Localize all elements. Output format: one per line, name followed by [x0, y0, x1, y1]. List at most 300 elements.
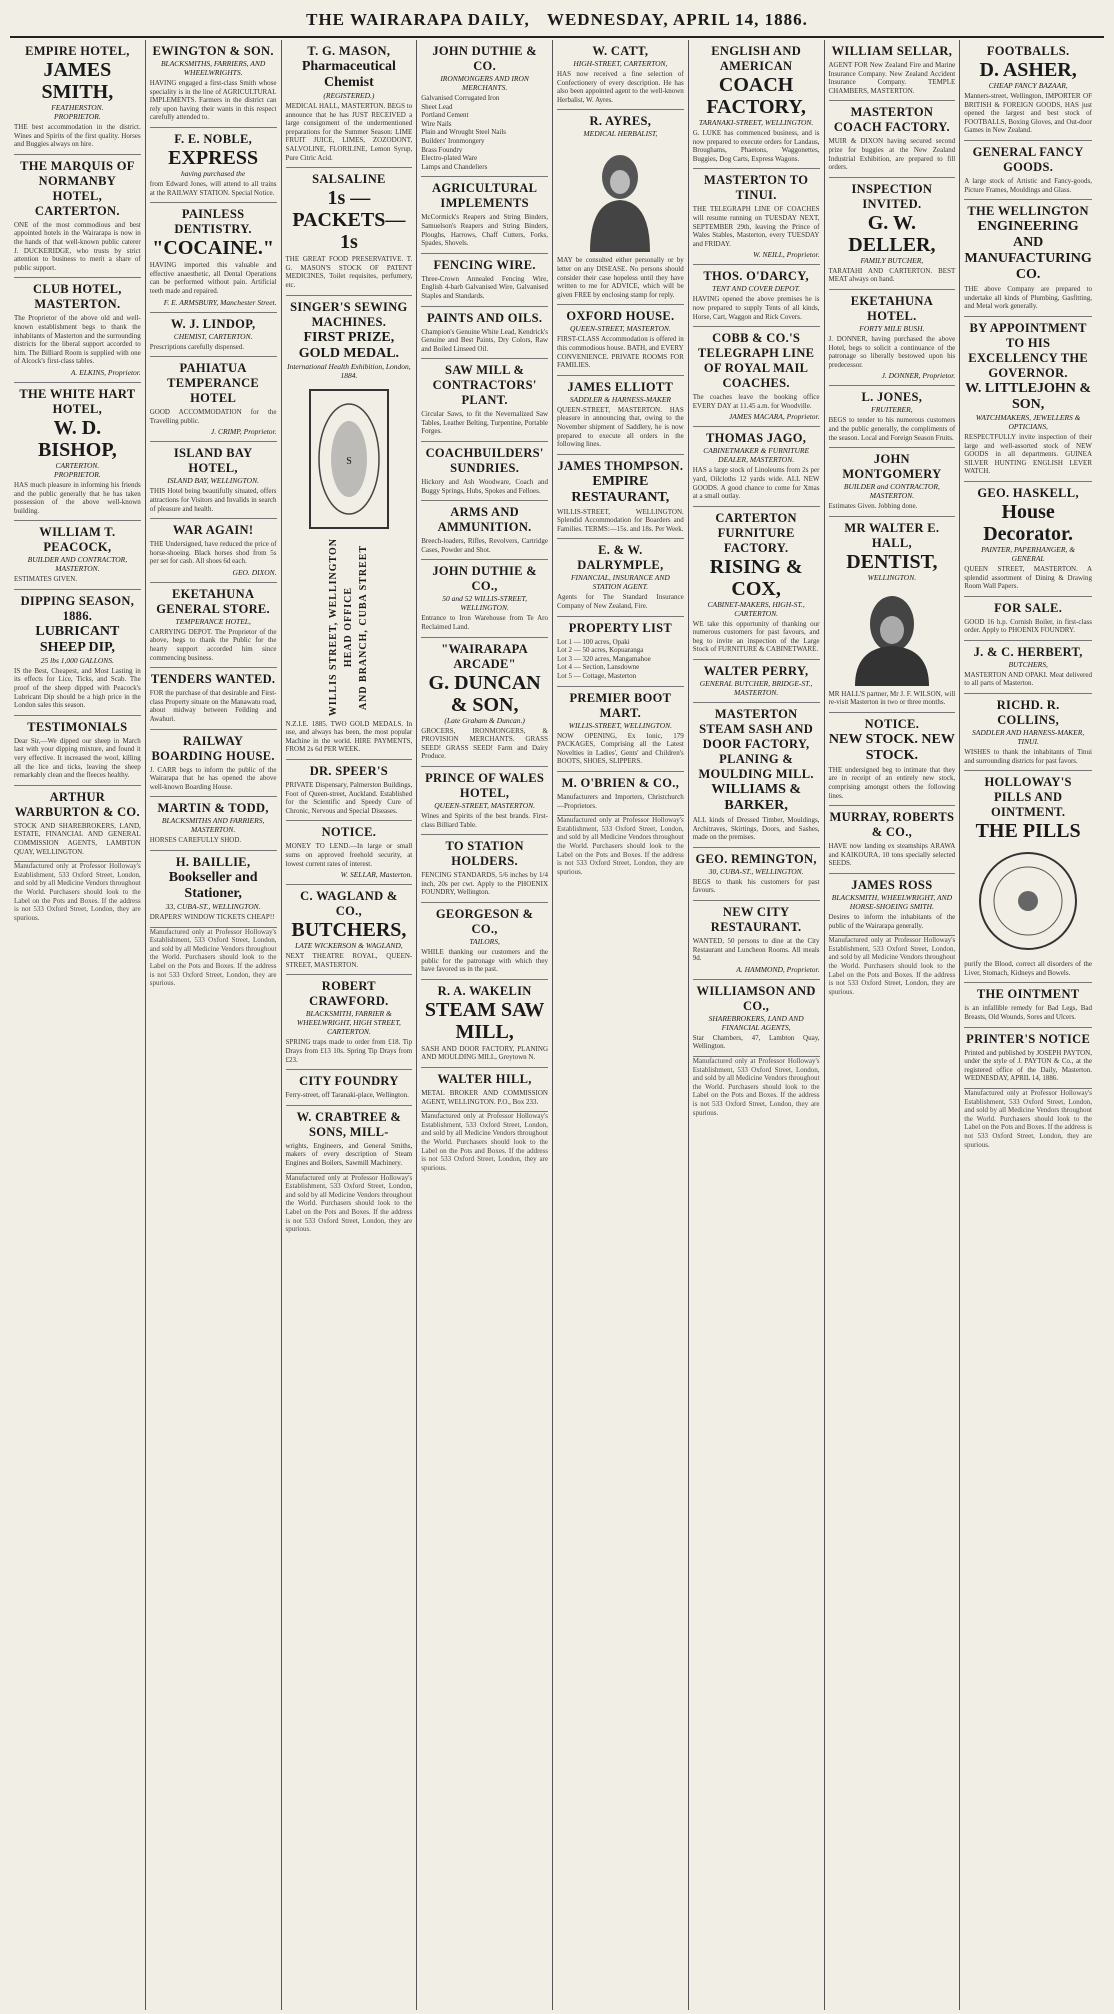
advertisement: [964, 983, 1092, 1027]
ad-heading: PAINTS AND OILS.: [426, 310, 543, 325]
ad-heading: JAMES ELLIOTT: [567, 379, 674, 394]
ad-body: GROCERS, IRONMONGERS, & PROVISION MERCHANTS. GRASS SEED! GRASS SEED! Farm and Dairy Produce.: [421, 726, 548, 761]
ad-body: MEDICAL HALL, MASTERTON. BEGS to announce that he has JUST RECEIVED a large consignment of the undermentioned preparations for the Summer Season: LIME FRUIT JUICE, LIMES, ZOZODONT, SALVOLINE, FLORILINE, Lemon Syrup, Pure Citric Acid.: [285, 102, 413, 162]
ad-heading: GEO. REMINGTON,: [695, 851, 817, 866]
ad-subheading: 50 and 52 WILLIS-STREET, WELLINGTON.: [442, 594, 528, 613]
ad-name: LUBRICANT SHEEP DIP,: [35, 623, 120, 655]
ad-body: THIS Hotel being beautifully situated, offers attractions for Visitors and Invalids in search of pleasure and health.: [149, 487, 277, 513]
ad-name: EMPIRE RESTAURANT,: [571, 473, 670, 505]
advertisement: [286, 760, 413, 821]
ad-signature: J. CRIMP, Proprietor.: [210, 427, 277, 437]
ad-body: G. LUKE has commenced business, and is now prepared to execute orders for Landaus, Broughams, Phaetons, Waggonettes, Buggies, Dog Carts, Express Wagons.: [692, 129, 820, 163]
ad-subheading: having purchased the: [180, 168, 246, 178]
advertisement: [150, 40, 277, 128]
ad-subheading: FRUITERER,: [871, 405, 913, 415]
ad-heading: M. O'BRIEN & CO.,: [561, 776, 680, 790]
ad-heading: R. A. WAKELIN: [437, 983, 532, 998]
ad-subheading: WATCHMAKERS, JEWELLERS & OPTICIANS,: [975, 412, 1081, 431]
ad-heading: THOMAS JAGO,: [706, 431, 807, 446]
ad-heading: ARMS AND AMMUNITION.: [437, 505, 532, 535]
ad-heading: JAMES ROSS: [851, 878, 933, 893]
ad-signature: A. ELKINS, Proprietor.: [70, 367, 141, 377]
newspaper-page: [10, 0, 1104, 2014]
ad-body: The coaches leave the booking office EVERY DAY at 11.45 a.m. for Woodville.: [692, 393, 820, 410]
ad-body: BEGS to tender to his numerous customers and the public generally, the compliments of the season. Local and Foreign Season Fruits.: [828, 416, 956, 442]
ad-body: HAS much pleasure in informing his friends and the public generally that he has taken possession of the above well-known building.: [14, 480, 141, 515]
ad-body: PRIVATE Dispensary, Palmerston Buildings, Foot of Queen-street, Auckland. Established for the Scientific and Speedy Cure of Chronic, Nervous and Special Diseases.: [285, 781, 413, 815]
ad-heading: NOTICE.: [864, 716, 920, 731]
banner-text: AND BRANCH, CUBA STREET: [358, 543, 370, 710]
ad-subheading: BUILDER and CONTRACTOR, MASTERTON.: [843, 482, 940, 501]
column-8: [960, 40, 1096, 2010]
ad-subheading: WILLIS-STREET, WELLINGTON.: [568, 720, 673, 730]
column-filler-text: Manufactured only at Professor Holloway's Establishment, 533 Oxford Street, London, and sold by all Medicine Vendors throughout the World. Purchasers should look to the Label on the Pots and Boxes. If the address is not 533 Oxford Street, London, they are spurious.: [828, 936, 956, 996]
ad-body: WISHES to thank the inhabitants of Tinui and surrounding districts for past favors.: [964, 748, 1092, 765]
advertisement: [14, 40, 141, 155]
advertisement: [964, 641, 1092, 694]
ad-body: TARATAHI AND CARTERTON. BEST MEAT always on hand.: [828, 266, 956, 284]
ad-heading: W. CATT,: [592, 44, 649, 58]
ad-body: HAVING engaged a first-class Smith whose speciality is in the line of AGRICULTURAL IMPLEMENTS. Farmers in the district can rely upon having their wants in this respect carefully attended to.: [149, 79, 277, 122]
ad-role: PROPRIETOR.: [54, 469, 101, 479]
column-1: [10, 40, 146, 2010]
ad-name: ENGINEERING AND MANUFACTURING CO.: [964, 219, 1092, 283]
ad-heading: FOOTBALLS.: [986, 44, 1070, 58]
ad-body: from Edward Jones, will attend to all trains at the RAILWAY STATION. Special Notice.: [149, 179, 277, 197]
ad-body: WHILE thanking our customers and the public for the patronage with which they have favored us in the past.: [421, 947, 548, 974]
ad-subheading: ISLAND BAY, WELLINGTON.: [167, 476, 259, 486]
ad-subheading: SHAREBROKERS, LAND AND FINANCIAL AGENTS,: [708, 1013, 804, 1032]
column-2: [146, 40, 282, 2010]
ad-heading: W. J. LINDOP,: [170, 316, 256, 331]
advertisement: [286, 168, 413, 295]
ad-subheading: (Late Graham & Duncan.): [444, 715, 525, 725]
ad-subheading: MEDICAL HERBALIST,: [583, 129, 658, 139]
ad-subheading: IRONMONGERS AND IRON MERCHANTS.: [440, 74, 529, 92]
advertisement: [14, 155, 141, 279]
advertisement: [286, 885, 413, 975]
advertisement: [14, 521, 141, 590]
ad-signature: J. DONNER, Proprietor.: [881, 371, 956, 381]
ad-heading: HOLLOWAY'S PILLS AND OINTMENT.: [984, 775, 1072, 820]
ad-heading: ROBERT CRAWFORD.: [309, 979, 389, 1009]
ad-body: NEXT THEATRE ROYAL, QUEEN-STREET, MASTERTON.: [285, 952, 413, 969]
advertisement: [829, 101, 956, 177]
ad-heading: WILLIAMSON AND CO.,: [696, 983, 816, 1013]
ad-name: G. DUNCAN & SON,: [428, 671, 541, 716]
ad-heading: EWINGTON & SON.: [152, 44, 274, 58]
ad-heading: CLUB HOTEL, MASTERTON.: [33, 282, 122, 312]
ad-illustration: [829, 586, 956, 686]
ad-heading: R. AYRES,: [589, 114, 652, 129]
ad-body: QUEEN-STREET, MASTERTON. HAS pleasure in announcing that, owing to the November shipment of Saddlery, he is now prepared to execute all orders in the following lines.: [557, 405, 684, 449]
ad-heading: CITY FOUNDRY: [299, 1074, 399, 1089]
ad-heading: WALTER HILL,: [437, 1071, 532, 1086]
ad-subheading: BLACKSMITH, FARRIER & WHEELWRIGHT, HIGH STREET, CARTERTON.: [296, 1009, 401, 1037]
advertisement: [14, 383, 141, 521]
ad-illustration: [964, 846, 1092, 956]
advertisement: [150, 313, 277, 358]
ad-subheading: CHEMIST, CARTERTON.: [173, 331, 253, 341]
advertisement: [421, 767, 548, 835]
ad-heading: NEW CITY RESTAURANT.: [710, 905, 802, 935]
ad-heading: MURRAY, ROBERTS & CO.,: [829, 810, 955, 840]
advertisement: [557, 305, 684, 375]
advertisement: [557, 40, 684, 110]
ad-subheading: WELLINGTON.: [867, 572, 917, 582]
ad-name: DENTIST,: [846, 550, 938, 573]
list-item: Lot 2 — 50 acres, Kopuaranga: [557, 646, 644, 655]
ad-body: BEGS to thank his customers for past favours.: [692, 877, 820, 895]
ad-body: wrights, Engineers, and General Smiths, makers of every description of Steam Engines and Boilers, Sawmill Machinery.: [285, 1141, 413, 1167]
column-3: [282, 40, 418, 2010]
ad-body: MONEY TO LEND.—In large or small sums on approved freehold security, at lowest current rates of interest.: [285, 842, 413, 868]
ad-heading: FENCING WIRE.: [433, 257, 536, 272]
ad-subheading: (REGISTERED.): [323, 91, 375, 100]
ad-subheading: BUTCHERS,: [1008, 659, 1048, 669]
ad-heading: NOTICE.: [321, 825, 377, 840]
ad-heading: RAILWAY BOARDING HOUSE.: [151, 733, 275, 763]
ad-name: "COCAINE.": [152, 237, 274, 260]
ad-body: THE above Company are prepared to undertake all kinds of Plumbing, Gasfitting, and Metal work generally.: [964, 285, 1092, 311]
ad-subheading: SADDLER AND HARNESS-MAKER, TINUI.: [972, 728, 1085, 747]
ad-body: HAVING imported this valuable and effective anaesthetic, all Dental Operations can be performed without pain. Artificial teeth made and repaired.: [149, 261, 277, 295]
ad-heading: MASTERTON COACH FACTORY.: [833, 105, 950, 135]
advertisement: [286, 975, 413, 1070]
ad-body: CARRYING DEPOT. The Proprietor of the above, begs to thank the Public for the hearty support accorded him since commencing business.: [149, 627, 277, 662]
ad-heading: WAR AGAIN!: [172, 523, 254, 538]
ad-heading: GEORGESON & CO.,: [435, 906, 534, 936]
ad-heading: T. G. MASON,: [307, 44, 391, 58]
ad-body: FIRST-CLASS Accommodation is offered in this commodious house. BATH, and EVERY CONVENIENCE. PRIVATE ROOMS FOR FAMILIES.: [557, 335, 684, 370]
column-filler-text: Manufactured only at Professor Holloway's Establishment, 533 Oxford Street, London, and sold by all Medicine Vendors throughout the World. Purchasers should look to the Label on the Pots and Boxes. If the address is not 533 Oxford Street, London, they are spurious.: [421, 1112, 548, 1172]
ad-body: THE best accommodation in the district. Wines and Spirits of the first quality. Horses and Buggies always on hire.: [14, 123, 141, 149]
ad-name: STEAM SAW MILL,: [424, 998, 545, 1043]
advertisement: [557, 772, 684, 816]
ad-signature: F. E. ARMSBURY, Manchester Street.: [163, 297, 277, 307]
ad-heading: AGRICULTURAL IMPLEMENTS: [432, 181, 538, 211]
ad-body: HAVING opened the above premises he is now prepared to supply Tents of all kinds, Horse, Cart, Waggon and Rick Covers.: [692, 295, 820, 321]
ad-subheading: BLACKSMITH, WHEELWRIGHT, AND HORSE-SHOEING SMITH.: [831, 893, 953, 912]
advertisement: [557, 687, 684, 772]
advertisement: [557, 110, 684, 305]
ad-body: Agents for The Standard Insurance Company of New Zealand, Fire.: [557, 593, 684, 611]
advertisement: [693, 327, 820, 427]
advertisement: [421, 980, 548, 1068]
advertisement: [829, 40, 956, 101]
ad-body: HORSES CAREFULLY SHOD.: [149, 836, 242, 845]
list-item: Lot 5 — Cottage, Masterton: [557, 672, 637, 681]
ad-body: AGENT FOR New Zealand Fire and Marine Insurance Company. New Zealand Accident Insurance Company. TEMPLE CHAMBERS, MASTERTON.: [828, 61, 956, 95]
ad-body: Breech-loaders, Rifles, Revolvers, Cartridge Cases, Powder and Shot.: [421, 537, 548, 554]
advertisement: [829, 713, 956, 806]
advertisement: [150, 203, 277, 312]
ad-body: QUEEN STREET, MASTERTON. A splendid assortment of Dining & Drawing Room Wall Papers.: [964, 564, 1092, 591]
list-item: Lot 3 — 320 acres, Mangamahoe: [557, 654, 651, 663]
ad-heading: MR WALTER E. HALL,: [844, 520, 940, 550]
list-item: Lot 4 — Section, Lansdowne: [557, 663, 640, 672]
ad-body: THE GREAT FOOD PRESERVATIVE. T. G. MASON'S STOCK OF PATENT MEDICINES, Toilet requisites, perfumery, etc.: [285, 255, 413, 289]
ad-body: MAY be consulted either personally or by letter on any DISEASE. No persons should consider their case hopeless until they have written to me for ADVICE, which will be given FREE by enclosing stamp for reply.: [557, 256, 684, 299]
ad-name: JAMES SMITH,: [41, 59, 114, 103]
ad-body: MUIR & DIXON having secured second prize for buggies at the New Zealand Industrial Exhibition, are prepared to fill orders.: [828, 137, 956, 172]
ad-heading: C. WAGLAND & CO.,: [300, 889, 398, 919]
advertisement: [829, 448, 956, 517]
masthead-paper: THE WAIRARAPA DAILY,: [306, 10, 530, 29]
ad-body: THE undersigned beg to intimate that they are in receipt of an entirely new stock, comprising amongst others the following lines.: [828, 765, 956, 800]
ad-subheading: CARTERTON.: [55, 460, 100, 470]
ad-body: purify the Blood, correct all disorders of the Liver, Stomach, Kidneys and Bowels.: [964, 960, 1092, 977]
ad-heading: TESTIMONIALS: [27, 719, 128, 734]
ad-body: The Proprietor of the above old and well-known establishment begs to thank the inhabitants of Masterton and the surrounding districts for the liberal support accorded to him. The Billiard Room is supplied with one of Alcock's first-class tables.: [14, 314, 141, 366]
ad-body: Champion's Genuine White Lead, Kendrick's Genuine and Best Paints, Dry Colors, Raw and Boiled Linseed Oil.: [421, 327, 548, 353]
ad-body: McCormick's Reapers and String Binders, Samuelson's Reapers and String Binders, Ploughs, Harrows, Chaff Cutters, Forks, Spades, Shovels.: [421, 213, 548, 248]
ad-subheading: 33, CUBA-ST., WELLINGTON.: [165, 902, 261, 911]
advertisement: [14, 786, 141, 862]
ad-body: GOOD 16 h.p. Cornish Boiler, in first-class order. Apply to PHOENIX FOUNDRY.: [964, 617, 1092, 635]
ad-signature: W. SELLAR, Masterton.: [340, 870, 413, 880]
ad-heading: ENGLISH AND AMERICAN: [711, 44, 802, 73]
advertisement: [286, 1106, 413, 1174]
banner-text: WILLIS STREET, WELLINGTON: [328, 537, 340, 716]
list-item: Wire Nails: [421, 119, 452, 128]
ad-body: N.Z.I.E. 1885. TWO GOLD MEDALS. In use, and always has been, the most popular Machine in the world. HIRE PAYMENTS, FROM 2s 6d PER WEEK.: [285, 719, 413, 754]
advertisement: [829, 874, 956, 936]
list-item: Lot 1 — 100 acres, Opaki: [557, 637, 630, 646]
advertisement: [693, 265, 820, 327]
ad-heading: THE WHITE HART HOTEL,: [19, 386, 136, 416]
ad-body: THE Undersigned, have reduced the price of horse-shoeing. Black horses shod from 5s per set for cash. All shoes 6d each.: [149, 540, 277, 566]
ad-body: STOCK AND SHAREBROKERS, LAND, ESTATE, FINANCIAL AND GENERAL COMMISSION AGENTS, LAMBTON QUAY, WELLINGTON.: [14, 821, 141, 856]
advertisement: [150, 128, 277, 203]
ad-subheading: TARANAKI-STREET, WELLINGTON.: [698, 118, 814, 127]
ad-body: Desires to inform the inhabitants of the public of the Wairarapa generally.: [828, 913, 956, 930]
ad-heading: EKETAHUNA HOTEL.: [850, 293, 934, 323]
ad-heading: INSPECTION INVITED.: [851, 181, 933, 211]
ad-heading: JOHN MONTGOMERY: [842, 452, 942, 482]
ad-body: Dear Sir,—We dipped our sheep in March last with your dipping mixture, and found it very effective. It increased the wool, killing all the lice and ticks, leaving the sheep remarkably clean and the fleeces healthy.: [14, 736, 141, 780]
ad-body: MASTERTON AND OPAKI. Meat delivered to all parts of Masterton.: [964, 670, 1092, 688]
ad-body: FOR the purchase of that desirable and First-class Property situate on the Manawatu road, about midway between Feilding and Awahuri.: [149, 689, 277, 724]
column-filler-text: Manufactured only at Professor Holloway's Establishment, 533 Oxford Street, London, and sold by all Medicine Vendors throughout the World. Purchasers should look to the Label on the Pots and Boxes. If the address is not 533 Oxford Street, London, they are spurious.: [692, 1057, 820, 1117]
ad-body: Manners-street, Wellington, IMPORTER OF BRITISH & FOREIGN GOODS, HAS just opened the largest and best stock of FOOTBALLS, Boxing Gloves, and Out-door Games in New Zealand.: [964, 92, 1092, 135]
ad-heading: FOR SALE.: [994, 600, 1063, 615]
ad-heading: PROPERTY LIST: [568, 620, 673, 635]
ad-heading: ISLAND BAY HOTEL,: [173, 446, 253, 476]
ad-heading: RICHD. R. COLLINS,: [996, 698, 1060, 728]
ad-illustration: [557, 142, 684, 252]
ad-subheading: FINANCIAL, INSURANCE AND STATION AGENT.: [570, 573, 670, 592]
advertisement: [421, 501, 548, 560]
ad-subheading: BLACKSMITHS AND FARRIERS, MASTERTON.: [161, 816, 265, 835]
ad-subheading: FAMILY BUTCHER,: [860, 255, 924, 265]
ad-name: W. LITTLEJOHN & SON,: [965, 380, 1092, 412]
advertisement: [829, 290, 956, 386]
advertisement: [421, 1068, 548, 1112]
ad-heading: OXFORD HOUSE.: [566, 309, 675, 324]
advertisement: [421, 307, 548, 360]
ad-name: RISING & COX,: [709, 555, 803, 600]
ad-body: RESPECTFULLY invite inspection of their large and well-assorted stock of NEW GOODS in all departments. GUINEA SILVER HUNTING ENGLISH LEVER WATCH.: [964, 432, 1092, 476]
advertisement: [150, 851, 277, 928]
ad-heading: JOHN DUTHIE & CO.,: [432, 564, 537, 594]
ad-heading: ARTHUR WARBURTON & CO.: [14, 789, 140, 819]
ad-heading: DIPPING SEASON, 1886.: [20, 593, 135, 623]
advertisement: [421, 638, 548, 767]
advertisement: [421, 835, 548, 903]
advertisement: [557, 376, 684, 455]
ad-subheading: GENERAL BUTCHER, BRIDGE-ST., MASTERTON.: [699, 679, 813, 698]
ad-subheading: TAILORS,: [469, 936, 500, 946]
ad-role: PROPRIETOR.: [54, 112, 101, 121]
ad-body: METAL BROKER AND COMMISSION AGENT, WELLINGTON. P.O., Box 233.: [421, 1088, 548, 1106]
ad-body: ESTIMATES GIVEN.: [14, 575, 77, 584]
advertisement: [557, 617, 684, 687]
ad-heading: SINGER'S SEWING MACHINES.: [290, 299, 408, 329]
advertisement: [557, 539, 684, 616]
ad-heading: W. CRABTREE & SONS, MILL-: [296, 1109, 402, 1139]
banner-text: HEAD OFFICE: [343, 586, 355, 667]
list-item: Brass Foundry: [421, 145, 463, 154]
ad-body: WE take this opportunity of thanking our numerous customers for past favours, and beg to invite an inspection of the Large Stock of FURNITURE & CABINETWARE.: [692, 619, 820, 654]
ad-heading: THE OINTMENT: [976, 987, 1080, 1002]
advertisement: [829, 178, 956, 290]
ad-heading: WILLIAM T. PEACOCK,: [39, 525, 116, 555]
ad-heading: GEO. HASKELL,: [977, 485, 1079, 500]
ad-body: A large stock of Artistic and Fancy-goods, Picture Frames, Mouldings and Glass.: [964, 176, 1092, 194]
advertisement: [693, 660, 820, 703]
ad-heading: TO STATION HOLDERS.: [445, 839, 524, 869]
column-filler-text: Manufactured only at Professor Holloway's Establishment, 533 Oxford Street, London, and sold by all Medicine Vendors throughout the World. Purchasers should look to the Label on the Pots and Boxes. If the address is not 533 Oxford Street, London, they are spurious.: [964, 1089, 1092, 1149]
ad-name: EXPRESS: [168, 146, 259, 169]
advertisement: [150, 583, 277, 668]
ad-subheading: 30, CUBA-ST., WELLINGTON.: [708, 866, 804, 876]
ad-body: Prescriptions carefully dispensed.: [149, 342, 245, 351]
ad-name: G. W. DELLER,: [848, 211, 936, 256]
list-item: Galvanised Corrugated Iron: [421, 94, 500, 102]
advertisement: [150, 730, 277, 798]
advertisement: [14, 590, 141, 716]
advertisement: [964, 482, 1092, 597]
ad-body: MR HALL'S partner, Mr J. F. WILSON, will re-visit Masterton in two or three months.: [828, 689, 956, 707]
ad-heading: CARTERTON FURNITURE FACTORY.: [715, 510, 797, 555]
ad-vertical-banner: [286, 538, 413, 716]
list-item: Portland Cement: [421, 111, 469, 120]
advertisement: [964, 141, 1092, 200]
ad-name: W. D. BISHOP,: [38, 416, 117, 461]
ad-heading: PREMIER BOOT MART.: [569, 690, 672, 720]
ad-name: NEW STOCK. NEW STOCK.: [828, 731, 955, 763]
ad-name: 1s —PACKETS— 1s: [292, 187, 406, 254]
ad-body: DRAPERS' WINDOW TICKETS CHEAP!!: [149, 913, 275, 921]
ad-illustration: [286, 384, 413, 534]
advertisement: [421, 903, 548, 980]
ad-heading: SAW MILL & CONTRACTORS' PLANT.: [432, 363, 537, 408]
masthead: [10, 0, 1104, 38]
ad-heading: THE WELLINGTON: [967, 204, 1089, 219]
ad-body: WANTED, 50 persons to dine at the City Restaurant and Luncheon Rooms. All meals 9d.: [692, 937, 820, 963]
columns: [10, 40, 1104, 2010]
ad-name: WILLIAMS & BARKER,: [711, 782, 802, 814]
column-filler-text: Manufactured only at Professor Holloway's Establishment, 533 Oxford Street, London, and sold by all Medicine Vendors throughout the World. Purchasers should look to the Label on the Pots and Boxes. If the address is not 533 Oxford Street, London, they are spurious.: [557, 816, 684, 876]
ad-subheading: QUEEN-STREET, MASTERTON.: [569, 324, 671, 334]
ad-heading: F. E. NOBLE,: [174, 131, 253, 146]
ad-body: ONE of the most commodious and best appointed hotels in the Wairarapa is now in the hands of that well-known public caterer J. DUCKERIDGE, who trusts by strict attention to business to merit a share of public support.: [14, 220, 141, 272]
list-item: Electro-plated Ware: [421, 154, 478, 163]
ad-body: Three-Crown Annealed Fencing Wire, English 4-barb Galvanised Wire, Galvanised Staples and Standards.: [421, 274, 548, 300]
ad-list: [557, 638, 684, 681]
ad-body: IS the Best, Cheapest, and Most Lasting in its effects for Lice, Ticks, and Scab. The proof of the sheep dipped with Peacock's Lubricant Dip should be a high price in the London sales this season.: [14, 666, 141, 710]
advertisement: [693, 703, 820, 848]
advertisement: [829, 517, 956, 713]
advertisement: [421, 40, 548, 177]
ad-body: GOOD ACCOMMODATION for the Travelling public.: [149, 408, 277, 425]
advertisement: [964, 200, 1092, 317]
ad-body: Wines and Spirits of the best brands. First-class Billiard Table.: [421, 812, 548, 829]
ad-body: Star Chambers, 47, Lambton Quay, Wellington.: [692, 1033, 820, 1051]
ad-heading: PRINTER'S NOTICE: [966, 1031, 1091, 1046]
advertisement: [286, 296, 413, 761]
ad-subheading: TEMPERANCE HOTEL,: [175, 616, 251, 626]
ad-heading: TENDERS WANTED.: [150, 672, 276, 687]
advertisement: [693, 901, 820, 980]
advertisement: [14, 278, 141, 383]
ad-signature: GEO. DIXON.: [232, 567, 277, 577]
ad-heading: PAINLESS DENTISTRY.: [174, 207, 252, 237]
ad-body: J. CARR begs to inform the public of the Wairarapa that he has opened the above well-known Boarding House.: [149, 765, 277, 791]
ad-body: Printed and published by JOSEPH PAYTON, under the style of J. PAYTON & Co., at the registered office of the Daily, Masterton. WEDNESDAY, APRIL 14, 1886.: [964, 1048, 1092, 1083]
advertisement: [421, 254, 548, 307]
ad-heading: MARTIN & TODD,: [157, 801, 269, 816]
ad-subheading: TENT AND COVER DEPOT.: [712, 284, 801, 294]
ad-list: [421, 94, 548, 171]
ad-body: Entrance to Iron Warehouse from Te Aro Reclaimed Land.: [421, 614, 548, 632]
advertisement: [421, 359, 548, 442]
advertisement: [150, 442, 277, 519]
ad-heading: COACHBUILDERS' SUNDRIES.: [425, 446, 544, 476]
ad-name: FIRST PRIZE, GOLD MEDAL.: [298, 329, 400, 361]
ad-heading: J. & C. HERBERT,: [973, 644, 1083, 659]
advertisement: [286, 1070, 413, 1106]
ad-heading: E. & W. DALRYMPLE,: [577, 543, 664, 573]
ad-heading: MASTERTON TO TINUI.: [704, 173, 809, 203]
ad-body: Manufacturers and Importers, Christchurch—Proprietors.: [557, 793, 684, 810]
column-4: [417, 40, 553, 2010]
advertisement: [286, 821, 413, 885]
svg-text:S: S: [346, 455, 352, 467]
ad-body: THE TELEGRAPH LINE OF COACHES will resume running on TUESDAY NEXT, SEPTEMBER 29th, leaving the Prince of Wales Stables, Masterton, every TUESDAY and FRIDAY.: [692, 205, 820, 248]
ad-signature: A. HAMMOND, Proprietor.: [736, 964, 820, 974]
advertisement: [964, 694, 1092, 771]
ad-name: D. ASHER,: [979, 59, 1077, 81]
advertisement: [693, 169, 820, 265]
ad-heading: PRINCE OF WALES HOTEL,: [425, 771, 545, 800]
ad-body: SASH AND DOOR FACTORY, PLANING AND MOULDING MILL, Greytown N.: [421, 1044, 548, 1062]
advertisement: [964, 40, 1092, 141]
advertisement: [150, 519, 277, 583]
advertisement: [829, 806, 956, 874]
ad-body: ALL kinds of Dressed Timber, Mouldings, Architraves, Skirtings, Doors, and Sashes, made on the premises.: [692, 816, 820, 842]
ad-heading: EKETAHUNA GENERAL STORE.: [156, 586, 270, 616]
ad-name: House Decorator.: [983, 500, 1074, 545]
column-filler-text: Manufactured only at Professor Holloway's Establishment, 533 Oxford Street, London, and sold by all Medicine Vendors throughout the World. Purchasers should look to the Label on the Pots and Boxes. If the address is not 533 Oxford Street, London, they are spurious.: [149, 927, 277, 988]
column-filler-text: Manufactured only at Professor Holloway's Establishment, 533 Oxford Street, London, and sold by all Medicine Vendors throughout the World. Purchasers should look to the Label on the Pots and Boxes. If the address is not 533 Oxford Street, London, they are spurious.: [285, 1173, 413, 1234]
advertisement: [557, 455, 684, 540]
ad-signature: JAMES MACARA, Proprietor.: [728, 412, 820, 422]
ad-body: Circular Saws, to fit the Nevernalized Saw Tables, Leather Belting, Turpentine, Portable Forges.: [421, 410, 548, 436]
ad-body: HAVE now landing ex steamships ARAWA and KAIKOURA, 10 tons specially selected SEEDS.: [828, 842, 956, 868]
column-filler-text: Manufactured only at Professor Holloway's Establishment, 533 Oxford Street, London, and sold by all Medicine Vendors throughout the World. Purchasers should look to the Label on the Pots and Boxes. If the address is not 533 Oxford Street, London, they are spurious.: [14, 862, 141, 922]
